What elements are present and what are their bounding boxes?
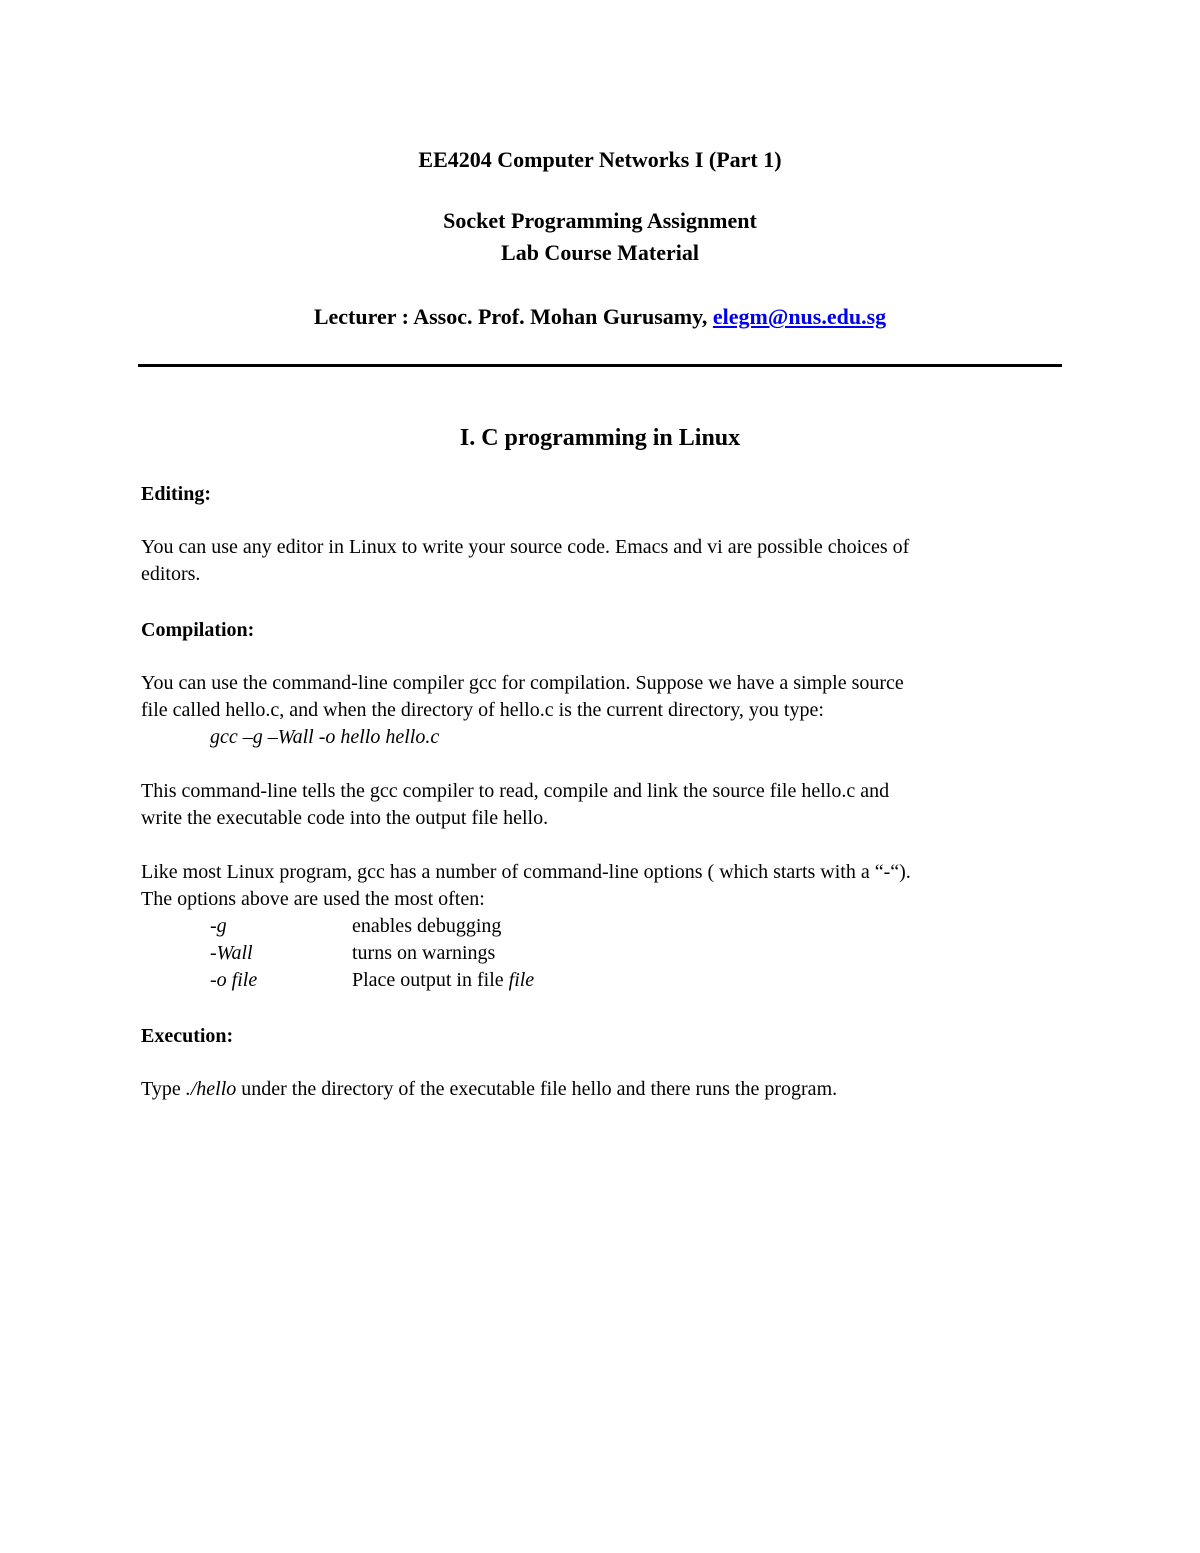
material-title: Lab Course Material <box>501 240 699 265</box>
option-description: turns on warnings <box>352 942 496 964</box>
execution-paragraph <box>141 1076 1071 1103</box>
compilation-desc-line-2: write the executable code into the output file hello. <box>141 807 549 829</box>
compilation-paragraph <box>141 670 1071 751</box>
lecturer-email-link[interactable]: elegm@nus.edu.sg <box>712 304 887 329</box>
lecturer-line <box>0 302 1200 332</box>
section-title: I. C programming in Linux <box>459 425 741 451</box>
options-line-1: Like most Linux program, gcc has a number of command-line options ( which starts with a “-“). <box>141 861 911 883</box>
option-row <box>141 913 1071 940</box>
option-flag: -o file <box>210 969 258 991</box>
option-flag: -Wall <box>210 942 253 964</box>
compilation-line-2: file called hello.c, and when the directory of hello.c is the current directory, you type: <box>141 699 824 721</box>
option-description: enables debugging <box>352 915 502 937</box>
assignment-title: Socket Programming Assignment <box>443 208 757 233</box>
editing-line-2: editors. <box>141 563 201 585</box>
header-divider <box>138 364 1062 367</box>
option-flag: -g <box>210 915 227 937</box>
editing-line-1: You can use any editor in Linux to write your source code. Emacs and vi are possible choices of <box>141 536 910 558</box>
compilation-line-1: You can use the command-line compiler gcc for compilation. Suppose we have a simple source <box>141 672 904 694</box>
course-title: EE4204 Computer Networks I (Part 1) <box>418 147 782 172</box>
compilation-description <box>141 778 1071 832</box>
option-description: Place output in file file <box>352 969 535 991</box>
compilation-heading: Compilation: <box>141 619 255 641</box>
lecturer-label: Lecturer : Assoc. Prof. Mohan Gurusamy, <box>313 304 713 329</box>
compilation-desc-line-1: This command-line tells the gcc compiler to read, compile and link the source file hello.c and <box>141 780 890 802</box>
options-line-2: The options above are used the most often: <box>141 888 485 910</box>
option-row <box>141 967 1071 994</box>
editing-heading: Editing: <box>141 483 212 505</box>
execution-heading: Execution: <box>141 1025 234 1047</box>
execution-line: Type ./hello under the directory of the executable file hello and there runs the program. <box>141 1078 838 1100</box>
gcc-command: gcc –g –Wall -o hello hello.c <box>210 726 440 748</box>
run-command: ./hello <box>185 1078 237 1100</box>
option-row <box>141 940 1071 967</box>
options-paragraph <box>141 859 1071 994</box>
editing-paragraph <box>141 534 1071 588</box>
